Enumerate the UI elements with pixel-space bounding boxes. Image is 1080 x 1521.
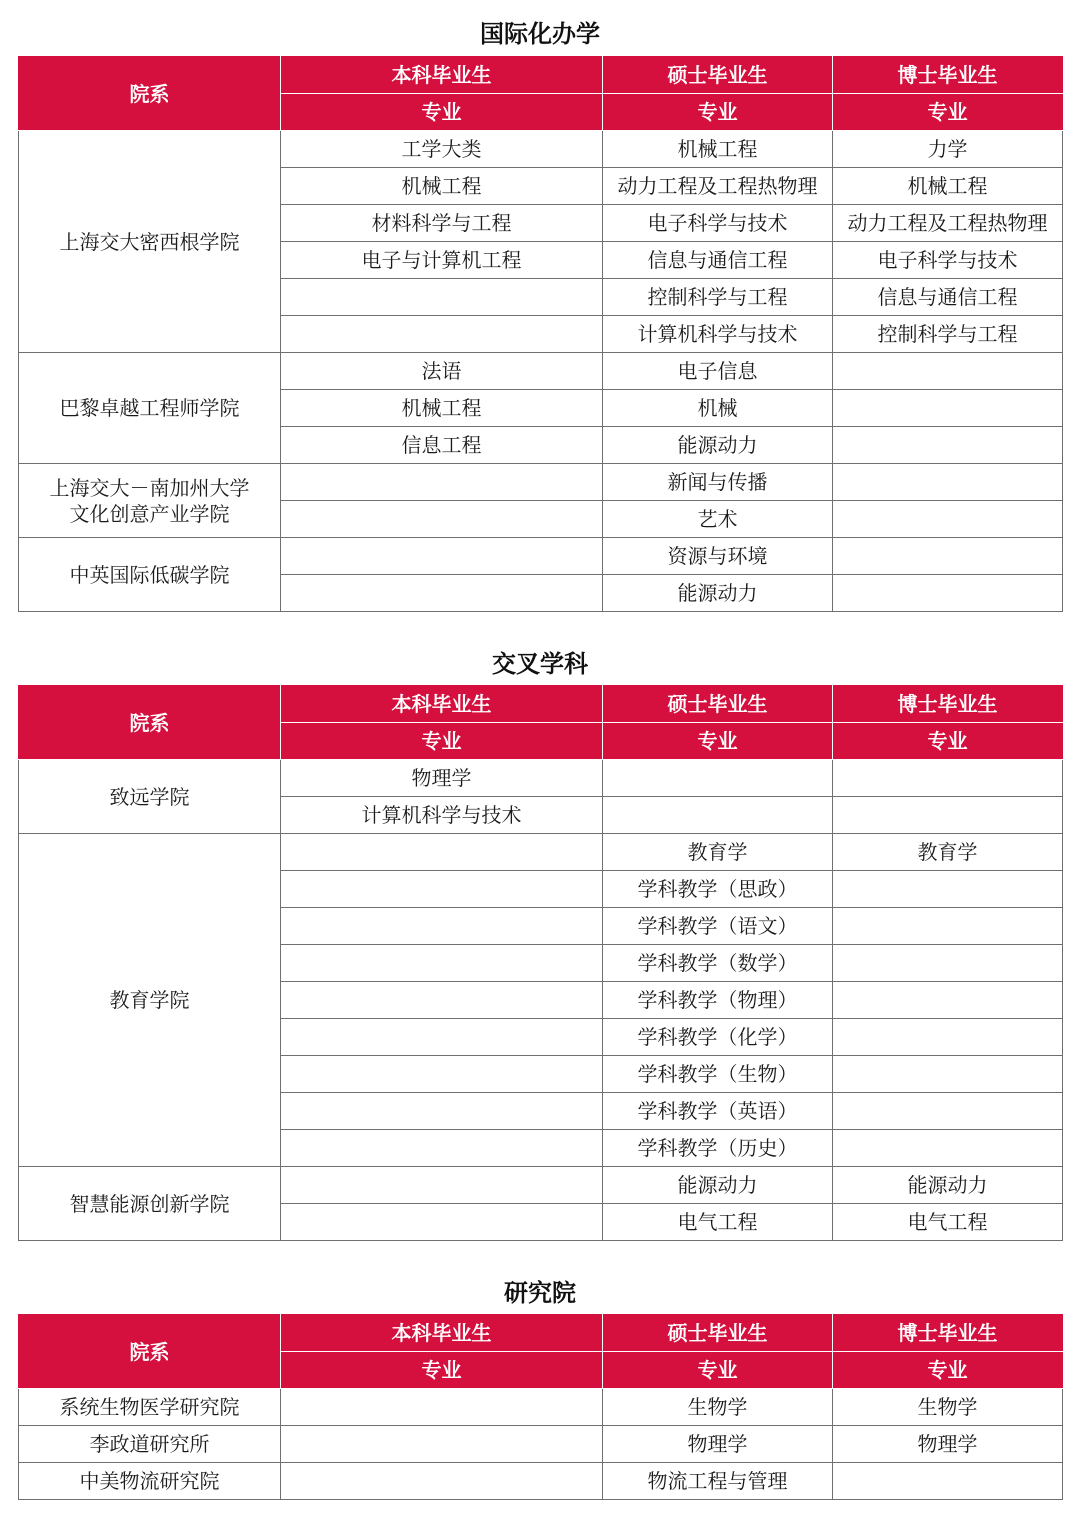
master-major-cell: 学科教学（生物） [603,1056,833,1093]
header-major: 专业 [833,1352,1063,1389]
master-major-cell: 能源动力 [603,575,833,612]
master-major-cell: 学科教学（数学） [603,945,833,982]
phd-major-cell [833,945,1063,982]
undergrad-major-cell [281,834,603,871]
dept-name: 上海交大密西根学院 [59,229,240,254]
phd-major-cell: 生物学 [833,1389,1063,1426]
dept-name: 智慧能源创新学院 [69,1191,230,1216]
master-major-cell: 教育学 [603,834,833,871]
undergrad-major-cell: 信息工程 [281,427,603,464]
phd-major-cell [833,1093,1063,1130]
dept-name: 上海交大－南加州大学 [49,475,250,500]
undergrad-major-cell [281,1389,603,1426]
dept-cell [19,760,281,834]
master-major-cell [603,760,833,797]
table-row [19,834,1063,871]
phd-major-cell: 能源动力 [833,1167,1063,1204]
table-header [19,686,1063,760]
master-major-cell: 学科教学（物理） [603,982,833,1019]
master-major-cell: 电子科学与技术 [603,205,833,242]
master-major-cell: 电气工程 [603,1204,833,1241]
header-dept: 院系 [19,57,281,131]
header-phd: 博士毕业生 [833,686,1063,723]
undergrad-major-cell: 工学大类 [281,131,603,168]
table-row [19,464,1063,501]
master-major-cell: 计算机科学与技术 [603,316,833,353]
undergrad-major-cell [281,871,603,908]
undergrad-major-cell [281,575,603,612]
table-row [19,760,1063,797]
table-row [19,1426,1063,1463]
master-major-cell: 学科教学（英语） [603,1093,833,1130]
header-row [19,57,1063,94]
header-phd: 博士毕业生 [833,57,1063,94]
master-major-cell: 新闻与传播 [603,464,833,501]
phd-major-cell [833,871,1063,908]
master-major-cell: 机械工程 [603,131,833,168]
header-row [19,686,1063,723]
phd-major-cell: 信息与通信工程 [833,279,1063,316]
master-major-cell: 控制科学与工程 [603,279,833,316]
master-major-cell: 学科教学（历史） [603,1130,833,1167]
dept-cell [19,1426,281,1463]
phd-major-cell [833,353,1063,390]
header-major: 专业 [833,723,1063,760]
undergrad-major-cell: 机械工程 [281,168,603,205]
undergrad-major-cell: 材料科学与工程 [281,205,603,242]
master-major-cell: 学科教学（思政） [603,871,833,908]
master-major-cell: 动力工程及工程热物理 [603,168,833,205]
master-major-cell: 物流工程与管理 [603,1463,833,1500]
undergrad-major-cell [281,1019,603,1056]
dept-name: 系统生物医学研究院 [59,1395,240,1419]
master-major-cell: 学科教学（语文） [603,908,833,945]
dept-name: 文化创意产业学院 [69,501,230,526]
header-major: 专业 [281,94,603,131]
table-row [19,538,1063,575]
undergrad-major-cell [281,945,603,982]
undergrad-major-cell [281,316,603,353]
undergrad-major-cell: 法语 [281,353,603,390]
dept-cell [19,1167,281,1241]
table-row [19,1389,1063,1426]
master-major-cell [603,797,833,834]
phd-major-cell: 物理学 [833,1426,1063,1463]
phd-major-cell [833,982,1063,1019]
header-undergrad: 本科毕业生 [281,1315,603,1352]
header-undergrad: 本科毕业生 [281,686,603,723]
header-dept: 院系 [19,686,281,760]
master-major-cell: 物理学 [603,1426,833,1463]
master-major-cell: 资源与环境 [603,538,833,575]
header-phd: 博士毕业生 [833,1315,1063,1352]
header-row [19,1315,1063,1352]
master-major-cell: 信息与通信工程 [603,242,833,279]
dept-name: 中美物流研究院 [79,1469,220,1493]
header-master: 硕士毕业生 [603,57,833,94]
phd-major-cell [833,464,1063,501]
undergrad-major-cell [281,1093,603,1130]
phd-major-cell [833,501,1063,538]
dept-cell [19,1463,281,1500]
header-major: 专业 [833,94,1063,131]
undergrad-major-cell [281,1204,603,1241]
phd-major-cell: 机械工程 [833,168,1063,205]
master-major-cell: 艺术 [603,501,833,538]
table-row [19,131,1063,168]
phd-major-cell [833,538,1063,575]
phd-major-cell [833,1130,1063,1167]
header-master: 硕士毕业生 [603,686,833,723]
undergrad-major-cell [281,1426,603,1463]
master-major-cell: 生物学 [603,1389,833,1426]
phd-major-cell: 电子科学与技术 [833,242,1063,279]
undergrad-major-cell: 物理学 [281,760,603,797]
header-major: 专业 [603,1352,833,1389]
dept-cell [19,131,281,353]
phd-major-cell [833,1056,1063,1093]
section-title: 交叉学科 [492,650,588,678]
header-undergrad: 本科毕业生 [281,57,603,94]
header-major: 专业 [281,723,603,760]
undergrad-major-cell [281,464,603,501]
table-header [19,1315,1063,1389]
dept-name: 致远学院 [109,784,190,809]
header-major: 专业 [603,723,833,760]
section-title: 国际化办学 [480,20,600,48]
majors-table [18,685,1063,1241]
header-master: 硕士毕业生 [603,1315,833,1352]
undergrad-major-cell [281,501,603,538]
undergrad-major-cell: 计算机科学与技术 [281,797,603,834]
undergrad-major-cell: 电子与计算机工程 [281,242,603,279]
undergrad-major-cell [281,279,603,316]
dept-cell [19,464,281,538]
dept-cell [19,1389,281,1426]
undergrad-major-cell [281,1130,603,1167]
master-major-cell: 电子信息 [603,353,833,390]
phd-major-cell: 教育学 [833,834,1063,871]
phd-major-cell: 控制科学与工程 [833,316,1063,353]
undergrad-major-cell [281,908,603,945]
header-major: 专业 [281,1352,603,1389]
table-row [19,1463,1063,1500]
dept-name: 李政道研究所 [89,1432,210,1456]
master-major-cell: 机械 [603,390,833,427]
table-row [19,1167,1063,1204]
undergrad-major-cell [281,1056,603,1093]
majors-table [18,56,1063,612]
header-major: 专业 [603,94,833,131]
phd-major-cell: 动力工程及工程热物理 [833,205,1063,242]
phd-major-cell: 力学 [833,131,1063,168]
phd-major-cell [833,575,1063,612]
dept-name: 巴黎卓越工程师学院 [59,396,240,420]
phd-major-cell [833,427,1063,464]
phd-major-cell [833,908,1063,945]
phd-major-cell [833,390,1063,427]
dept-cell [19,538,281,612]
phd-major-cell [833,1019,1063,1056]
undergrad-major-cell [281,1463,603,1500]
undergrad-major-cell [281,982,603,1019]
header-dept: 院系 [19,1315,281,1389]
majors-table [18,1314,1063,1500]
undergrad-major-cell [281,538,603,575]
undergrad-major-cell: 机械工程 [281,390,603,427]
dept-name: 中英国际低碳学院 [69,562,230,587]
phd-major-cell [833,797,1063,834]
section-title: 研究院 [504,1279,576,1307]
dept-cell [19,834,281,1167]
table-header [19,57,1063,131]
dept-name: 教育学院 [109,988,190,1012]
master-major-cell: 能源动力 [603,427,833,464]
master-major-cell: 学科教学（化学） [603,1019,833,1056]
phd-major-cell [833,1463,1063,1500]
phd-major-cell: 电气工程 [833,1204,1063,1241]
dept-cell [19,353,281,464]
phd-major-cell [833,760,1063,797]
undergrad-major-cell [281,1167,603,1204]
table-row [19,353,1063,390]
master-major-cell: 能源动力 [603,1167,833,1204]
